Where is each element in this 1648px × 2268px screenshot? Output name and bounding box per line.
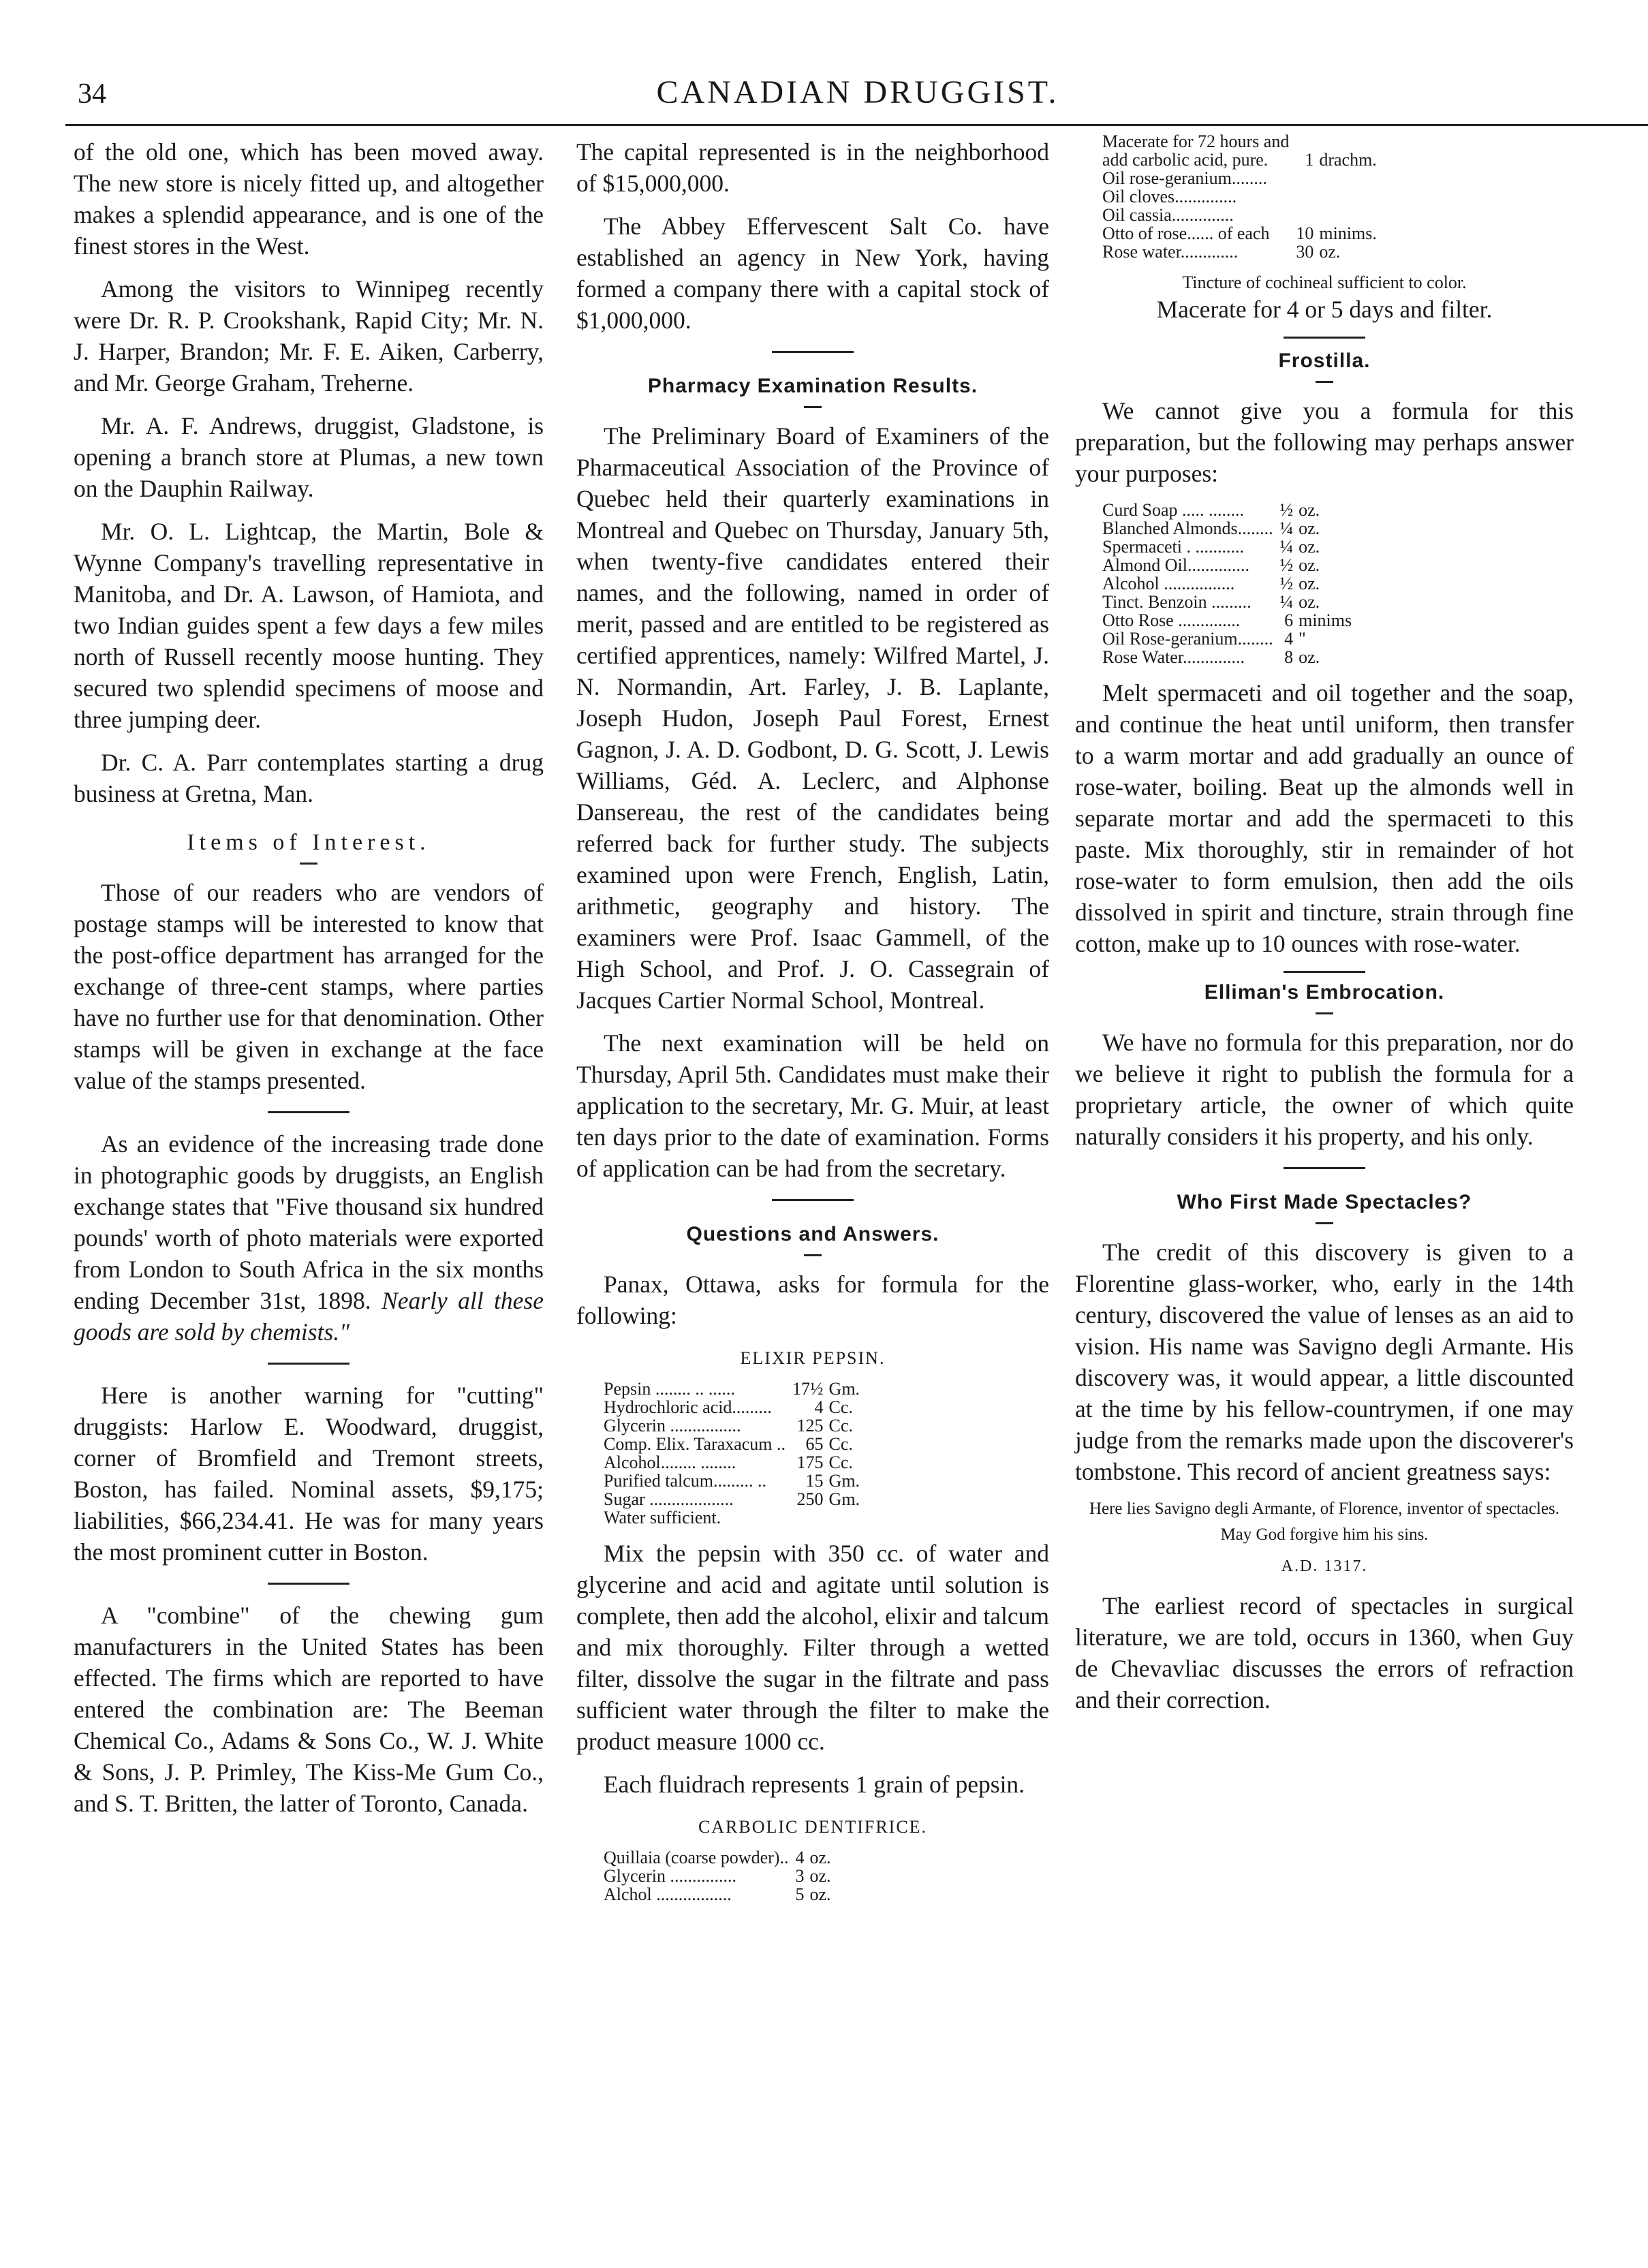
formula-row (604, 1508, 867, 1527)
ingredient-unit (1313, 206, 1384, 224)
formula-row (1102, 187, 1384, 206)
formula-row (1102, 593, 1358, 611)
section-heading-frostilla: Frostilla. (1278, 349, 1371, 372)
paragraph: Among the visitors to Winnipeg recently were Dr. R. P. Crookshank, Rapid City; Mr. N. J. Harper, Brandon; Mr. F. E. Aiken, Carberry, and Mr. George Graham, Treherne. (74, 275, 544, 397)
section-heading-questions-answers: Questions and Answers. (686, 1223, 939, 1245)
ingredient-amount: ½ (1279, 574, 1294, 593)
paragraph: The Preliminary Board of Examiners of the Pharmaceutical Association of the Province of Quebec held their quarterly examinations in Montreal and Quebec on Thursday, January 5th, when twenty-five candidates entered their names, and the following, named in order of merit, passed and are entitled to be registered as certified apprentices, namely: Wilfred Martel, J. N. Normandin, Art. Farley, J. B. Laplante, Joseph Hudon, Joseph Paul Forest, Ernest Gagnon, J. A. D. Godbont, D. G. Scott, J. Lewis Williams, Géd. A. Leclerc, and Alphonse Dansereau, the rest of the candidates being referred back for further study. The subjects examined upon were French, English, Latin, arithmetic, geography and history. The examiners were Prof. Isaac Gammell, of the High School, and Prof. J. O. Cassegrain of Jacques Cartier Normal School, Montreal. (576, 422, 1049, 1014)
ingredient-unit: oz. (1319, 242, 1341, 262)
ingredient-name: Macerate for 72 hours and (1102, 131, 1290, 151)
formula-row (1102, 132, 1384, 151)
section-heading-who-first-made-spectacles: Who First Made Spectacles? (1177, 1191, 1472, 1213)
ingredient-amount: ¼ (1279, 537, 1294, 557)
ingredient-name: Oil Rose-geranium........ (1102, 629, 1273, 649)
formula-row (1102, 556, 1358, 574)
formula-row (1102, 538, 1358, 556)
heading-dash (1316, 381, 1333, 383)
paragraph (74, 1128, 544, 1348)
ingredient-name: Alchol ................. (604, 1884, 732, 1904)
paragraph: The capital represented is in the neighborhood of $15,000,000. (576, 138, 1049, 197)
formula-row (604, 1885, 838, 1904)
ingredient-name: Glycerin ............... (604, 1866, 736, 1886)
section-rule (268, 1363, 349, 1365)
ingredient-amount: 5 (795, 1884, 805, 1904)
ingredient-unit: oz. (1299, 647, 1320, 667)
ingredient-unit (1313, 187, 1384, 206)
paragraph: The Abbey Effervescent Salt Co. have established an agency in New York, having formed a company there with a capital stock of $1,000,000. (576, 213, 1049, 334)
section-rule (772, 351, 854, 353)
heading-dash (804, 406, 822, 408)
ingredient-name: Water sufficient. (604, 1508, 721, 1527)
ingredient-amount: 17½ (792, 1379, 824, 1399)
column-1 (74, 136, 544, 1831)
ingredient-unit: Cc. (828, 1453, 853, 1472)
section-rule (1284, 971, 1365, 973)
ingredient-name: Spermaceti . ........... (1102, 537, 1244, 557)
formula-row (1102, 501, 1358, 519)
ingredient-name: Hydrochloric acid......... (604, 1397, 772, 1417)
formula-row (604, 1380, 867, 1398)
ingredient-unit (824, 1508, 867, 1527)
ingredient-name: Purified talcum......... .. (604, 1471, 767, 1491)
ingredient-name: Oil rose-geranium........ (1102, 168, 1267, 188)
ingredient-name: Blanched Almonds........ (1102, 518, 1273, 538)
formula-title-carbolic-dentifrice: CARBOLIC DENTIFRICE. (698, 1817, 928, 1837)
ingredient-name: Almond Oil.............. (1102, 555, 1249, 575)
formula-table-carbolic-dentifrice (604, 1848, 838, 1904)
section-heading-pharmacy-exam: Pharmacy Examination Results. (647, 375, 978, 397)
ingredient-amount (1296, 169, 1313, 187)
running-title: CANADIAN DRUGGIST. (656, 74, 1059, 110)
formula-table-elixir-pepsin (604, 1380, 867, 1527)
ingredient-unit: oz. (1299, 518, 1320, 538)
ingredient-name: Alcohol ................ (1102, 574, 1235, 593)
paragraph: We have no formula for this preparation, nor do we believe it right to publish the formula for a proprietary article, the owner of which quite naturally considers it his property, and his only. (1075, 1029, 1574, 1150)
ingredient-unit (1313, 132, 1384, 151)
paragraph: Here is another warning for "cutting" druggists: Harlow E. Woodward, druggist, corner of Bromfield and Tremont streets, Boston, has failed. Nominal assets, $9,175; liabilities, $66,234.41. He was for many years the most prominent cutter in Boston. (74, 1382, 544, 1566)
ingredient-unit: oz. (809, 1866, 831, 1886)
ingredient-unit: oz. (809, 1848, 831, 1867)
ingredient-name: Comp. Elix. Taraxacum .. (604, 1434, 786, 1454)
ingredient-amount: 65 (805, 1434, 824, 1454)
section-rule (268, 1583, 349, 1585)
ingredient-amount: 3 (795, 1866, 805, 1886)
ingredient-amount: 175 (796, 1453, 824, 1472)
paragraph: Dr. C. A. Parr contemplates starting a drug business at Gretna, Man. (74, 749, 544, 807)
formula-row (604, 1435, 867, 1453)
ingredient-amount (1296, 187, 1313, 206)
ingredient-unit: oz. (1299, 537, 1320, 557)
ingredient-name: Oil cloves.............. (1102, 187, 1237, 206)
formula-row (604, 1490, 867, 1508)
formula-row (1102, 574, 1358, 593)
formula-row (1102, 630, 1358, 648)
section-heading-ellimans-embrocation: Elliman's Embrocation. (1204, 981, 1445, 1004)
formula-row (1102, 611, 1358, 630)
epitaph-line: May God forgive him his sins. (1220, 1525, 1429, 1544)
paragraph: Mix the pepsin with 350 cc. of water and glycerine and acid and agitate until solution is complete, then add the alcohol, elixir and talcum and mix thoroughly. Filter through a wetted filter, dissolve the sugar in the filtrate and pass sufficient water through the filter to make the product measure 1000 cc. (576, 1540, 1049, 1755)
ingredient-amount: 250 (796, 1489, 824, 1509)
heading-dash (300, 863, 317, 865)
ingredient-name: Rose water............. (1102, 242, 1239, 262)
heading-dash (1316, 1222, 1333, 1224)
ingredient-unit: Cc. (828, 1416, 853, 1435)
ingredient-unit: oz. (809, 1884, 831, 1904)
ingredient-unit: oz. (1299, 574, 1320, 593)
ingredient-unit: drachm. (1319, 150, 1377, 170)
section-rule (1284, 337, 1365, 339)
header-rule (65, 124, 1648, 126)
ingredient-unit: Gm. (828, 1471, 860, 1491)
ingredient-name: Tinct. Benzoin ......... (1102, 592, 1251, 612)
ingredient-name: Sugar ................... (604, 1489, 734, 1509)
ingredient-unit (1313, 169, 1384, 187)
ingredient-amount: 15 (805, 1471, 824, 1491)
ingredient-unit: " (1299, 629, 1306, 649)
ingredient-amount: 10 (1296, 223, 1314, 243)
ingredient-unit: oz. (1299, 500, 1320, 520)
formula-row (1102, 169, 1384, 187)
formula-row (1102, 151, 1384, 169)
paragraph: Mr. O. L. Lightcap, the Martin, Bole & Wynne Company's travelling representative in Manitoba, and Dr. A. Lawson, of Hamiota, and two Indian guides spent a few days a few miles north of Russell recently moose hunting. They secured two splendid specimens of moose and three jumping deer. (74, 518, 544, 733)
section-rule (268, 1111, 349, 1113)
heading-dash (1316, 1012, 1333, 1014)
ingredient-name: Rose Water.............. (1102, 647, 1245, 667)
paragraph: Mr. A. F. Andrews, druggist, Gladstone, is opening a branch store at Plumas, a new town on the Dauphin Railway. (74, 412, 544, 502)
ingredient-name: Alcohol........ ........ (604, 1453, 736, 1472)
formula-row (1102, 206, 1384, 224)
ingredient-unit: Gm. (828, 1489, 860, 1509)
ingredient-name: Otto of rose...... of each (1102, 223, 1270, 243)
formula-row (1102, 648, 1358, 666)
ingredient-name: Glycerin ................ (604, 1416, 741, 1435)
section-rule (772, 1199, 854, 1201)
ingredient-amount: 8 (1284, 647, 1294, 667)
formula-row (1102, 224, 1384, 243)
ingredient-unit: Cc. (828, 1434, 853, 1454)
ingredient-amount: 1 (1305, 150, 1314, 170)
formula-row (1102, 519, 1358, 538)
italic-quote: Nearly all these goods are sold by chemists." (74, 1287, 544, 1346)
formula-row (604, 1848, 838, 1867)
tincture-note: Tincture of cochineal sufficient to color. (1182, 273, 1467, 292)
paragraph: of the old one, which has been moved away. The new store is nicely fitted up, and altogether makes a splendid appearance, and is one of the finest stores in the West. (74, 138, 544, 260)
ingredient-amount: ½ (1279, 500, 1294, 520)
formula-table-frostilla (1102, 501, 1358, 666)
paragraph: The next examination will be held on Thursday, April 5th. Candidates must make their application to the secretary, Mr. G. Muir, at least ten days prior to the date of examination. Forms of application can be had from the secretary. (576, 1029, 1049, 1182)
ingredient-name: add carbolic acid, pure. (1102, 150, 1269, 170)
ingredient-amount: 4 (1284, 629, 1294, 649)
formula-row (604, 1453, 867, 1472)
ingredient-name: Quillaia (coarse powder).. (604, 1848, 789, 1867)
formula-row (604, 1867, 838, 1885)
ingredient-amount: 6 (1284, 610, 1294, 630)
ingredient-amount: 125 (796, 1416, 824, 1435)
paragraph: Melt spermaceti and oil together and the soap, and continue the heat until uniform, then transfer to a warm mortar and add gradually an ounce of rose-water, boiling. Beat up the almonds well in separate mortar and add the spermaceti to this paste. Mix thoroughly, stir in remainder of hot rose-water to form emulsion, then add the oils dissolved in spirit and tincture, strain through fine cotton, make up to 10 ounces with rose-water. (1075, 679, 1574, 957)
formula-row (604, 1398, 867, 1416)
ingredient-name: Oil cassia.............. (1102, 205, 1234, 225)
formula-row (604, 1416, 867, 1435)
ingredient-unit: minims (1299, 610, 1352, 630)
ingredient-amount: ½ (1279, 555, 1294, 575)
ingredient-unit: oz. (1299, 555, 1320, 575)
ingredient-unit: oz. (1299, 592, 1320, 612)
ingredient-amount: 4 (814, 1397, 824, 1417)
paragraph-text: As an evidence of the increasing trade done in photographic goods by druggists, an English exchange states that "Five thousand six hundred pounds' worth of photo materials were exported from London to South Africa in the six months ending December 31st, 1898. (74, 1130, 544, 1314)
ingredient-unit: Cc. (828, 1397, 853, 1417)
ingredient-amount: 30 (1296, 242, 1314, 262)
paragraph: Those of our readers who are vendors of postage stamps will be interested to know that the post-office department has arranged for the exchange of three-cent stamps, where parties have no further use for that denomination. Other stamps will be given in exchange at the face value of the stamps presented. (74, 879, 544, 1094)
paragraph: We cannot give you a formula for this preparation, but the following may perhaps answer your purposes: (1075, 397, 1574, 487)
paragraph: A "combine" of the chewing gum manufacturers in the United States has been effected. The firms which are reported to have entered the combination are: The Beeman Chemical Co., Adams & Sons Co., W. J. White & Sons, J. P. Primley, The Kiss-Me Gum Co., and S. T. Britten, the latter of Toronto, Canada. (74, 1602, 544, 1817)
ingredient-unit: minims. (1319, 223, 1377, 243)
paragraph: The credit of this discovery is given to a Florentine glass-worker, who, early in the 14th century, discovered the value of lenses as an aid to vision. His name was Savigno degli Armante. His discovery was, it would appear, a little discounted at the time by his fellow-countrymen, if one may judge from the remarks made upon the discoverer's tombstone. This record of ancient greatness says: (1075, 1239, 1574, 1485)
paragraph: Panax, Ottawa, asks for formula for the following: (576, 1271, 1049, 1329)
epitaph-date: A.D. 1317. (1281, 1557, 1368, 1575)
ingredient-amount: ¼ (1279, 592, 1294, 612)
epitaph-line: Here lies Savigno degli Armante, of Florence, inventor of spectacles. (1089, 1500, 1560, 1518)
column-2 (576, 136, 1049, 1914)
ingredient-amount: 4 (795, 1848, 805, 1867)
formula-title-elixir-pepsin: ELIXIR PEPSIN. (740, 1348, 886, 1368)
ingredient-unit: Gm. (828, 1379, 860, 1399)
ingredient-amount (792, 1508, 824, 1527)
ingredient-amount (1296, 206, 1313, 224)
formula-row (1102, 243, 1384, 261)
ingredient-amount: ¼ (1279, 518, 1294, 538)
section-heading-items-of-interest: Items of Interest. (187, 830, 431, 855)
formula-table-dentifrice-continued (1102, 132, 1384, 261)
heading-dash (804, 1254, 822, 1256)
ingredient-amount (1296, 132, 1313, 151)
ingredient-name: Pepsin ........ .. ...... (604, 1379, 735, 1399)
macerate-note: Macerate for 4 or 5 days and filter. (1156, 296, 1493, 323)
page-number: 34 (78, 78, 106, 110)
formula-row (604, 1472, 867, 1490)
paragraph: Each fluidrach represents 1 grain of pepsin. (604, 1771, 1025, 1798)
column-3 (1075, 131, 1574, 1727)
section-rule (1284, 1167, 1365, 1169)
ingredient-name: Curd Soap ..... ........ (1102, 500, 1244, 520)
paragraph: The earliest record of spectacles in surgical literature, we are told, occurs in 1360, when Guy de Chevavliac discusses the errors of refraction and their correction. (1075, 1592, 1574, 1713)
ingredient-name: Otto Rose .............. (1102, 610, 1241, 630)
page-header (65, 74, 1648, 121)
